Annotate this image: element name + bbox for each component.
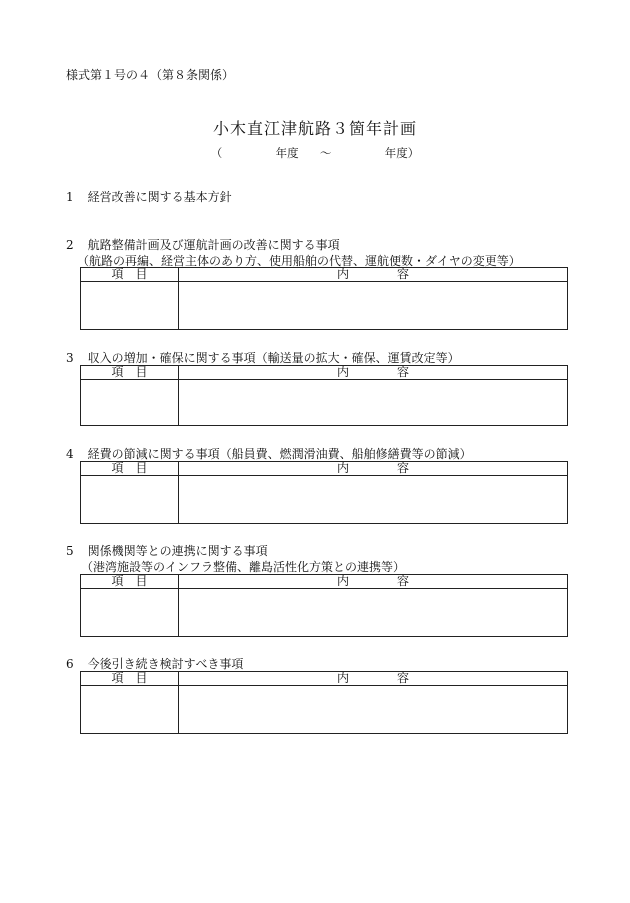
section-2-item-cell[interactable] [81,282,179,330]
section-4-heading [66,445,472,462]
section-6-content-header: 内 容 [179,672,568,686]
section-3-item-header: 項 目 [81,366,179,380]
period-tilde: ～ [319,146,332,160]
section-5-content-header: 内 容 [179,575,568,589]
section-2-number: 2 [66,238,74,252]
section-1-title: 経営改善に関する基本方針 [87,190,232,204]
section-3-title: 収入の増加・確保に関する事項（輸送量の拡大・確保、運賃改定等） [87,351,460,365]
section-6-table [80,671,568,734]
section-3-heading [66,349,460,366]
section-4-item-header: 項 目 [81,462,179,476]
page-title: 小木直江津航路３箇年計画 [212,119,417,138]
section-6-number: 6 [66,657,74,671]
section-2-item-header: 項 目 [81,268,179,282]
section-2-subtitle: （航路の再編、経営主体のあり方、使用船舶の代替、運航便数・ダイヤの変更等） [77,254,521,268]
section-2-heading [66,236,340,253]
section-4-number: 4 [66,447,74,461]
section-6-item-header: 項 目 [81,672,179,686]
section-5-table [80,574,568,637]
section-3-content-cell[interactable] [179,380,568,426]
section-4-content-header: 内 容 [179,462,568,476]
section-2-table [80,267,568,330]
period-start-suffix: 年度 [275,146,299,160]
section-5-item-header: 項 目 [81,575,179,589]
section-1-number: 1 [66,190,74,204]
section-1-heading [66,188,232,205]
section-6-title: 今後引き続き検討すべき事項 [87,657,244,671]
section-5-heading [66,542,268,559]
section-2-content-cell[interactable] [179,282,568,330]
section-4-title: 経費の節減に関する事項（船員費、燃潤滑油費、船舶修繕費等の節減） [87,447,472,461]
section-4-table [80,461,568,524]
section-3-item-cell[interactable] [81,380,179,426]
period-open: （ [210,146,223,160]
form-number: 様式第１号の４（第８条関係） [66,68,235,82]
section-5-number: 5 [66,544,74,558]
section-5-subtitle: （港湾施設等のインフラ整備、離島活性化方策との連携等） [81,560,406,574]
section-4-item-cell[interactable] [81,476,179,524]
plan-period [0,145,630,161]
section-6-heading [66,655,243,672]
section-6-item-cell[interactable] [81,686,179,734]
section-2-content-header: 内 容 [179,268,568,282]
section-5-title: 関係機関等との連携に関する事項 [87,544,268,558]
section-2-title: 航路整備計画及び運航計画の改善に関する事項 [87,238,340,252]
period-end-suffix: 年度） [384,146,420,160]
section-3-number: 3 [66,351,74,365]
section-3-content-header: 内 容 [179,366,568,380]
section-4-content-cell[interactable] [179,476,568,524]
section-5-content-cell[interactable] [179,589,568,637]
section-3-table [80,365,568,426]
section-6-content-cell[interactable] [179,686,568,734]
section-5-item-cell[interactable] [81,589,179,637]
